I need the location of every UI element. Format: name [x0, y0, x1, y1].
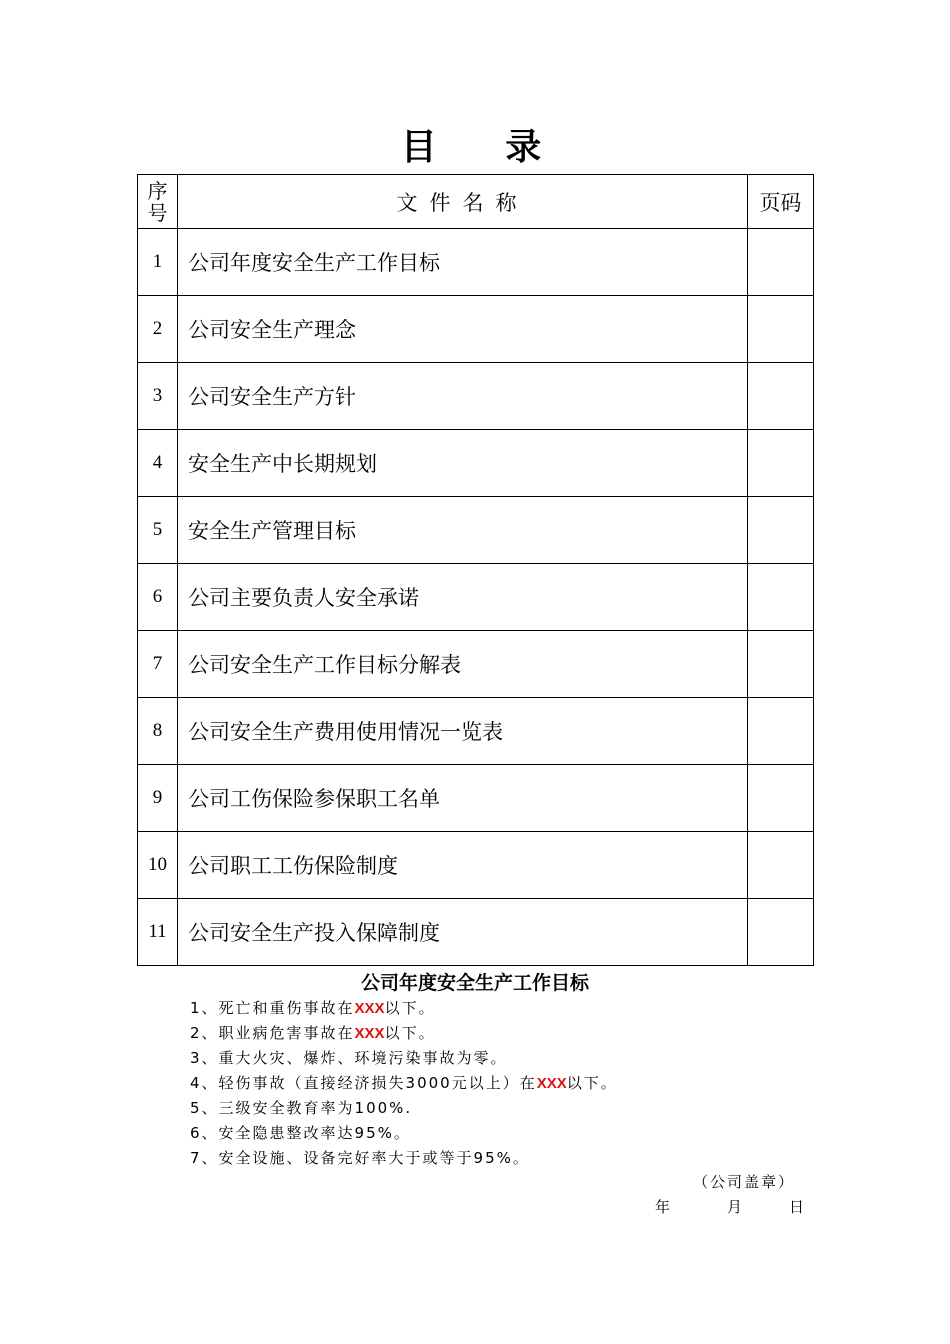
toc-row-page — [747, 899, 813, 966]
goal-text: 7、安全设施、设备完好率大于或等于95%。 — [190, 1149, 530, 1167]
toc-row — [138, 832, 814, 899]
goal-text-suffix: 以下。 — [384, 999, 436, 1017]
goal-placeholder-value: XXX — [536, 1075, 567, 1092]
header-page-number: 页码 — [747, 175, 813, 229]
goal-item — [190, 1021, 618, 1046]
toc-row-title: 公司安全生产投入保障制度 — [178, 899, 748, 966]
toc-row-page — [747, 296, 813, 363]
goal-item — [190, 1096, 618, 1121]
toc-row-title: 公司安全生产理念 — [178, 296, 748, 363]
goal-placeholder-value: XXX — [354, 1025, 385, 1042]
toc-row-page — [747, 430, 813, 497]
toc-row-page — [747, 631, 813, 698]
toc-table — [137, 174, 814, 966]
header-file-name: 文件名称 — [178, 175, 748, 229]
toc-row-page — [747, 765, 813, 832]
toc-row-title: 安全生产中长期规划 — [178, 430, 748, 497]
goal-item — [190, 1071, 618, 1096]
toc-row-page — [747, 363, 813, 430]
toc-row-title: 公司工伤保险参保职工名单 — [178, 765, 748, 832]
toc-row — [138, 296, 814, 363]
toc-row-page — [747, 698, 813, 765]
toc-row-title: 公司安全生产费用使用情况一览表 — [178, 698, 748, 765]
goal-item — [190, 1121, 618, 1146]
toc-row — [138, 497, 814, 564]
goal-placeholder-value: XXX — [354, 1000, 385, 1017]
toc-row-page — [747, 229, 813, 296]
toc-row — [138, 229, 814, 296]
goals-title: 公司年度安全生产工作目标 — [360, 972, 589, 994]
toc-row-number: 7 — [138, 631, 178, 698]
date-line — [655, 1195, 804, 1219]
toc-row — [138, 765, 814, 832]
toc-row-title: 安全生产管理目标 — [178, 497, 748, 564]
toc-row — [138, 698, 814, 765]
toc-row-page — [747, 497, 813, 564]
goal-text: 5、三级安全教育率为100%. — [190, 1099, 413, 1117]
toc-row — [138, 430, 814, 497]
date-day: 日 — [789, 1198, 805, 1216]
goal-text: 4、轻伤事故（直接经济损失3000元以上）在 — [190, 1074, 537, 1092]
header-serial-line1: 序 — [147, 178, 168, 203]
toc-body — [138, 229, 814, 966]
goals-list — [190, 996, 618, 1171]
goal-text: 3、重大火灾、爆炸、环境污染事故为零。 — [190, 1049, 508, 1067]
toc-row-number: 3 — [138, 363, 178, 430]
toc-row-number: 10 — [138, 832, 178, 899]
toc-row-number: 8 — [138, 698, 178, 765]
header-serial-number — [138, 175, 178, 229]
toc-row-number: 4 — [138, 430, 178, 497]
header-serial-line2: 号 — [147, 200, 168, 225]
toc-row-title: 公司安全生产方针 — [178, 363, 748, 430]
toc-header-row — [138, 175, 814, 229]
goal-text: 6、安全隐患整改率达95%。 — [190, 1124, 411, 1142]
goal-text: 2、职业病危害事故在 — [190, 1024, 355, 1042]
toc-row-title: 公司安全生产工作目标分解表 — [178, 631, 748, 698]
toc-row-title: 公司主要负责人安全承诺 — [178, 564, 748, 631]
toc-row-number: 1 — [138, 229, 178, 296]
toc-row-number: 5 — [138, 497, 178, 564]
goal-text: 1、死亡和重伤事故在 — [190, 999, 355, 1017]
toc-row-number: 6 — [138, 564, 178, 631]
toc-row-page — [747, 564, 813, 631]
toc-row-page — [747, 832, 813, 899]
company-seal-label: （公司盖章） — [693, 1173, 796, 1191]
toc-row — [138, 564, 814, 631]
date-year: 年 — [655, 1198, 671, 1216]
goal-item — [190, 1146, 618, 1171]
page-title: 目 录 — [400, 127, 570, 168]
toc-row-number: 9 — [138, 765, 178, 832]
toc-row-number: 11 — [138, 899, 178, 966]
goal-item — [190, 1046, 618, 1071]
toc-row — [138, 631, 814, 698]
goal-text-suffix: 以下。 — [384, 1024, 436, 1042]
toc-row-number: 2 — [138, 296, 178, 363]
toc-row — [138, 899, 814, 966]
date-month: 月 — [727, 1198, 743, 1216]
toc-row-title: 公司职工工伤保险制度 — [178, 832, 748, 899]
goal-text-suffix: 以下。 — [566, 1074, 618, 1092]
toc-row — [138, 363, 814, 430]
goal-item — [190, 996, 618, 1021]
toc-row-title: 公司年度安全生产工作目标 — [178, 229, 748, 296]
